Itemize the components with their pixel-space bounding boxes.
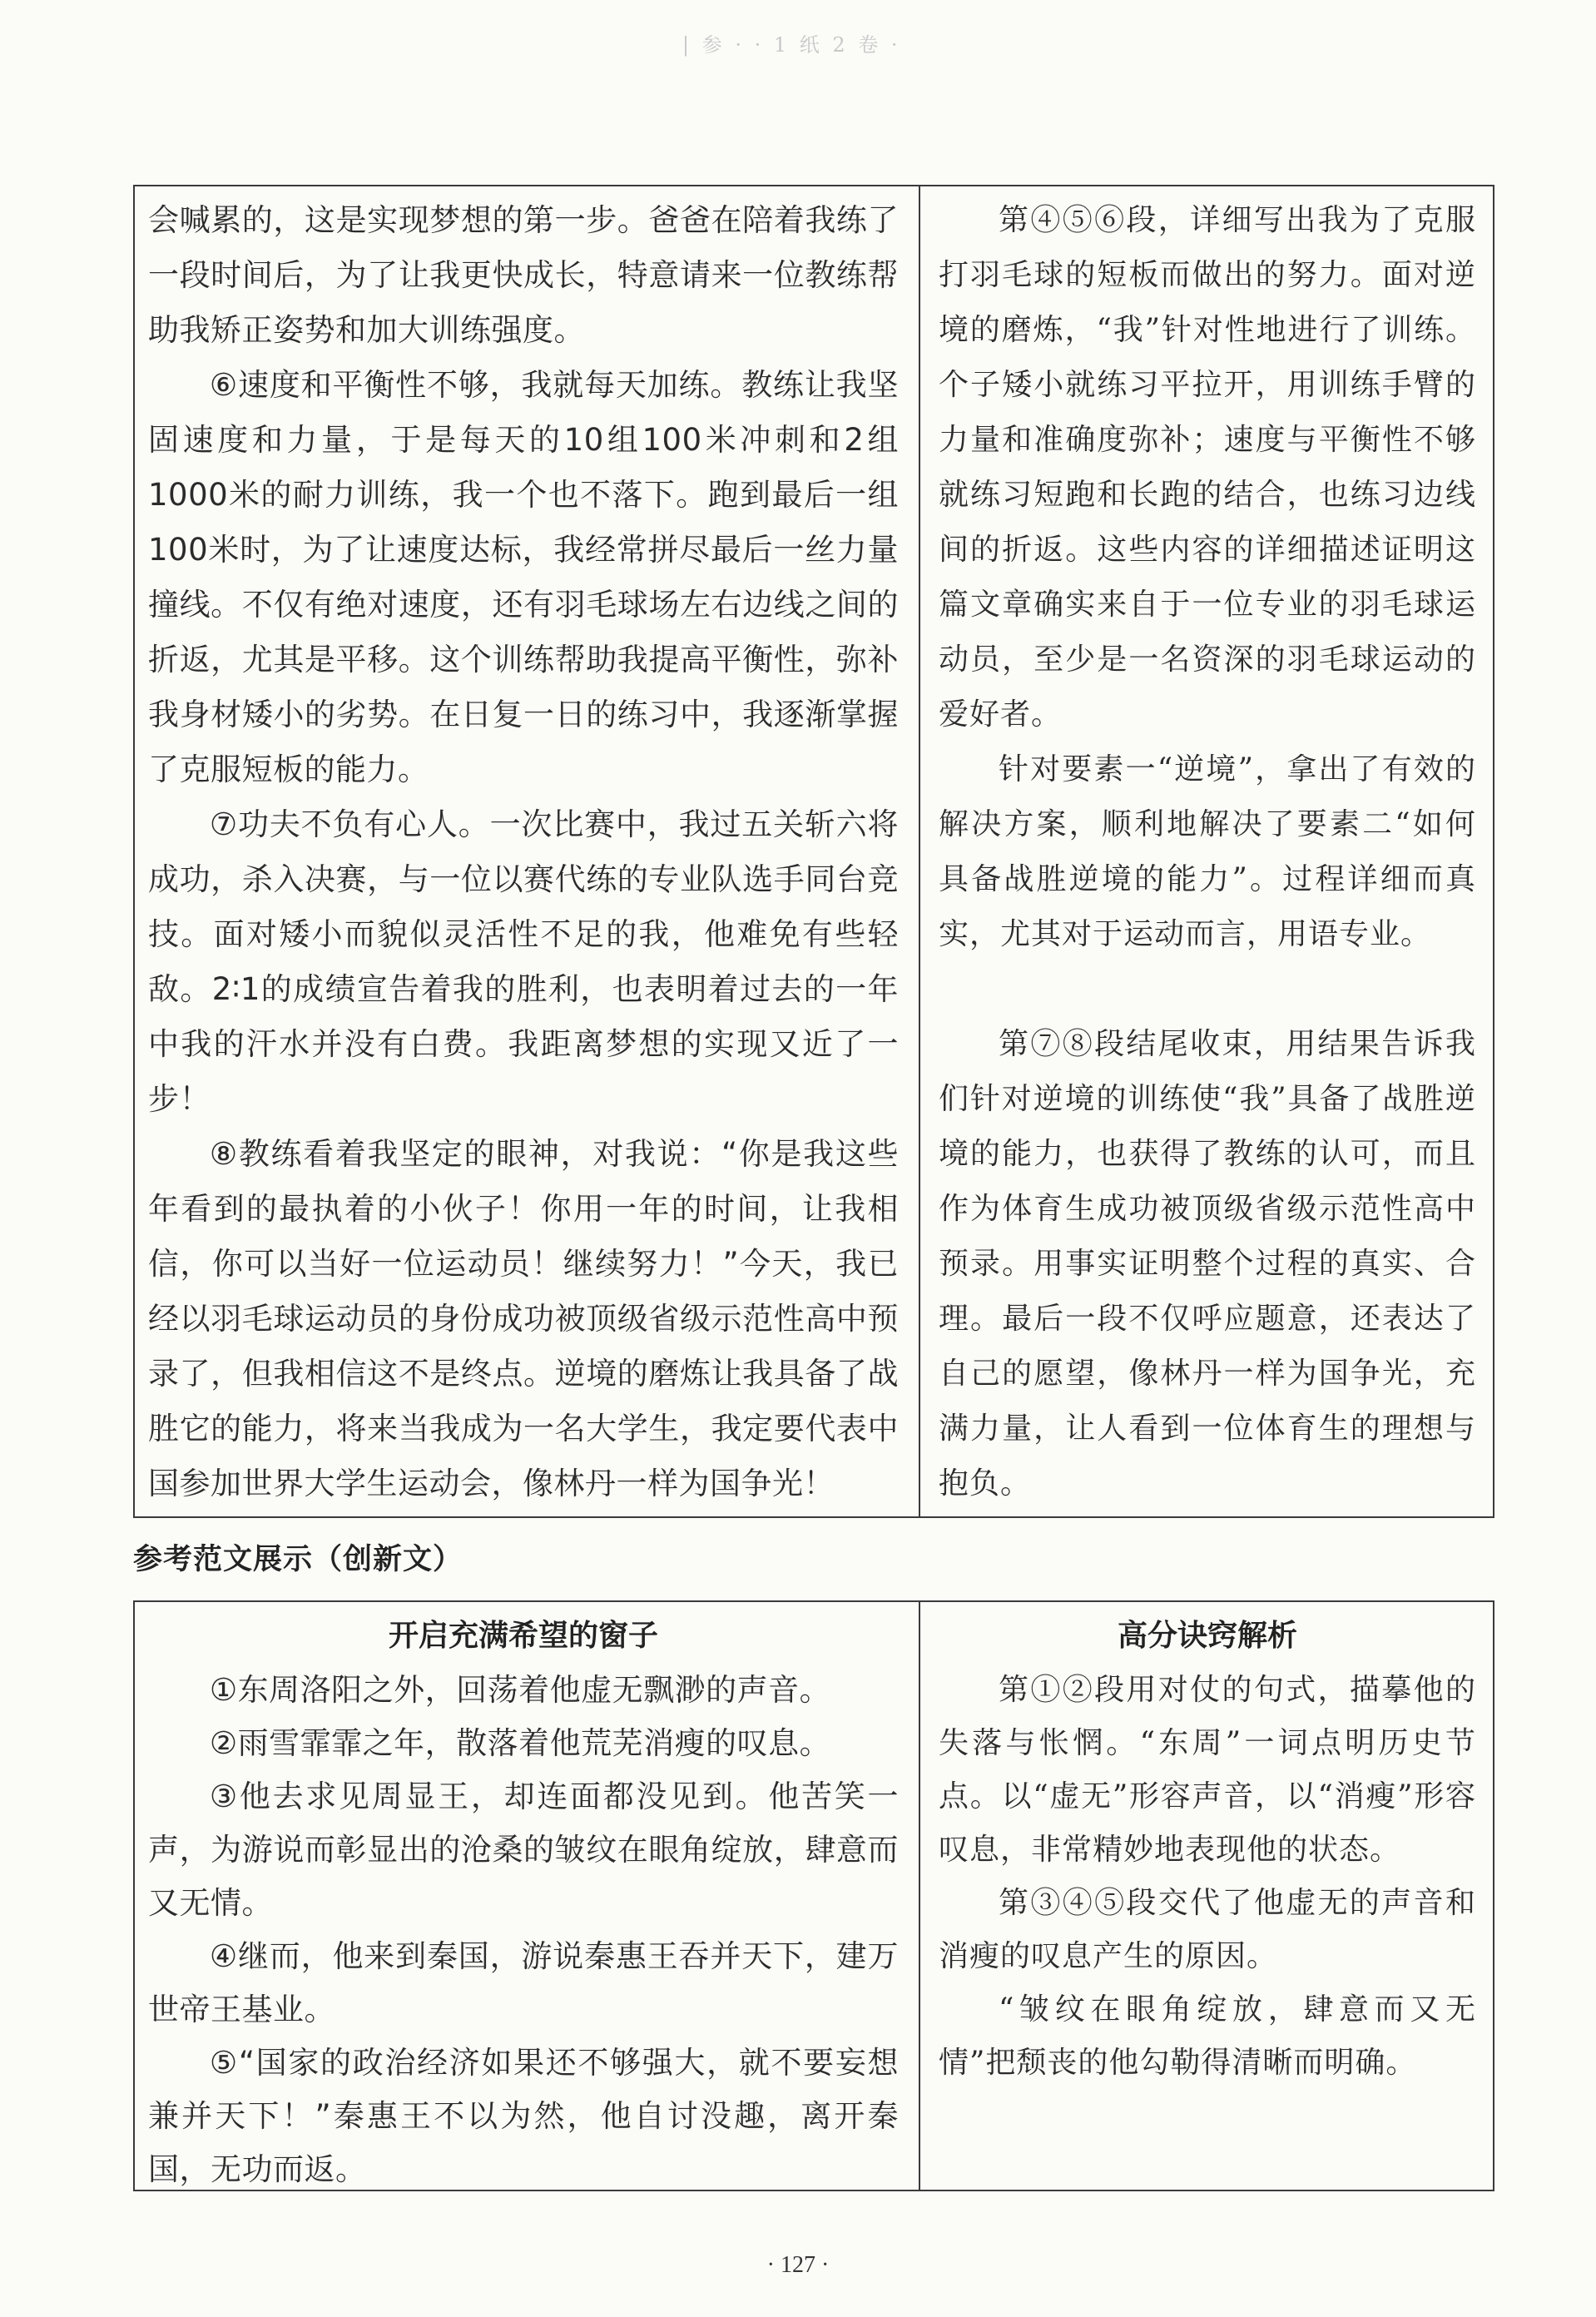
essay-paragraph: ①东周洛阳之外，回荡着他虚无飘渺的声音。 bbox=[210, 1672, 831, 1708]
essay-paragraph: 会喊累的，这是实现梦想的第一步。爸爸在陪着我练了一段时间后，为了让我更快成长，特意请来一位教练帮助我矫正姿势和加大训练强度。 bbox=[148, 202, 899, 348]
essay-paragraph: ⑤“国家的政治经济如果还不够强大，就不要妄想兼并天下！”秦惠王不以为然，他自讨没趣，离开秦国，无功而返。 bbox=[148, 2045, 899, 2187]
analysis-paragraph: 第①②段用对仗的句式，描摹他的失落与怅惘。“东周”一词点明历史节点。以“虚无”形容声音，以“消瘦”形容叹息，非常精妙地表现他的状态。 bbox=[939, 1673, 1476, 1867]
essay-title: 开启充满希望的窗子 bbox=[388, 1619, 658, 1653]
essay-paragraph: ③他去求见周显王，却连面都没见到。他苦笑一声，为游说而彰显出的沧桑的皱纹在眼角绽放，肆意而又无情。 bbox=[148, 1779, 899, 1921]
analysis-column bbox=[920, 1602, 1493, 2190]
essay-paragraph: ⑧教练看着我坚定的眼神，对我说：“你是我这些年看到的最执着的小伙子！你用一年的时间，让我相信，你可以当好一位运动员！继续努力！”今天，我已经以羽毛球运动员的身份成功被顶级省级示范性高中预录了，但我相信这不是终点。逆境的磨炼让我具备了战胜它的能力，将来当我成为一名大学生，我定要代表中国参加世界大学生运动会，像林丹一样为国争光！ bbox=[148, 1136, 899, 1501]
essay-column bbox=[135, 1602, 920, 2190]
essay-paragraph: ④继而，他来到秦国，游说秦惠王吞并天下，建万世帝王基业。 bbox=[148, 1938, 899, 2027]
commentary-table-2 bbox=[133, 1600, 1494, 2191]
page-number: · 127 · bbox=[766, 2252, 830, 2278]
analysis-paragraph: “皱纹在眼角绽放，肆意而又无情”把颓丧的他勾勒得清晰而明确。 bbox=[939, 1992, 1476, 2080]
analysis-paragraph: 针对要素一“逆境”，拿出了有效的解决方案，顺利地解决了要素二“如何具备战胜逆境的能力”。过程详细而真实，尤其对于运动而言，用语专业。 bbox=[939, 752, 1476, 951]
essay-paragraph: ⑥速度和平衡性不够，我就每天加练。教练让我坚固速度和力量，于是每天的10组100米冲刺和2组1000米的耐力训练，我一个也不落下。跑到最后一组100米时，为了让速度达标，我经常拼尽最后一丝力量撞线。不仅有绝对速度，还有羽毛球场左右边线之间的折返，尤其是平移。这个训练帮助我提高平衡性，弥补我身材矮小的劣势。在日复一日的练习中，我逐渐掌握了克服短板的能力。 bbox=[148, 367, 899, 787]
analysis-title: 高分诀窍解析 bbox=[1117, 1619, 1297, 1653]
analysis-paragraph: 第③④⑤段交代了他虚无的声音和消瘦的叹息产生的原因。 bbox=[939, 1886, 1476, 1973]
analysis-paragraph: 第⑦⑧段结尾收束，用结果告诉我们针对逆境的训练使“我”具备了战胜逆境的能力，也获得了教练的认可，而且作为体育生成功被顶级省级示范性高中预录。用事实证明整个过程的真实、合理。最后一段不仅呼应题意，还表达了自己的愿望，像林丹一样为国争光，充满力量，让人看到一位体育生的理想与抱负。 bbox=[939, 1027, 1476, 1501]
faint-header-text: | 参 · · 1 纸 2 卷 · bbox=[682, 33, 901, 57]
essay-paragraph: ⑦功夫不负有心人。一次比赛中，我过五关斩六将成功，杀入决赛，与一位以赛代练的专业队选手同台竞技。面对矮小而貌似灵活性不足的我，他难免有些轻敌。2∶1的成绩宣告着我的胜利，也表明着过去的一年中我的汗水并没有白费。我距离梦想的实现又近了一步！ bbox=[148, 806, 899, 1117]
essay-column bbox=[135, 186, 920, 1516]
section-title: 参考范文展示（创新文） bbox=[133, 1543, 463, 1576]
commentary-table-1 bbox=[133, 185, 1494, 1518]
analysis-paragraph: 第④⑤⑥段，详细写出我为了克服打羽毛球的短板而做出的努力。面对逆境的磨炼，“我”针对性地进行了训练。个子矮小就练习平拉开，用训练手臂的力量和准确度弥补；速度与平衡性不够就练习短跑和长跑的结合，也练习边线间的折返。这些内容的详细描述证明这篇文章确实来自于一位专业的羽毛球运动员，至少是一名资深的羽毛球运动的爱好者。 bbox=[939, 203, 1476, 732]
essay-paragraph: ②雨雪霏霏之年，散落着他荒芜消瘦的叹息。 bbox=[210, 1725, 831, 1761]
analysis-column bbox=[920, 186, 1493, 1516]
